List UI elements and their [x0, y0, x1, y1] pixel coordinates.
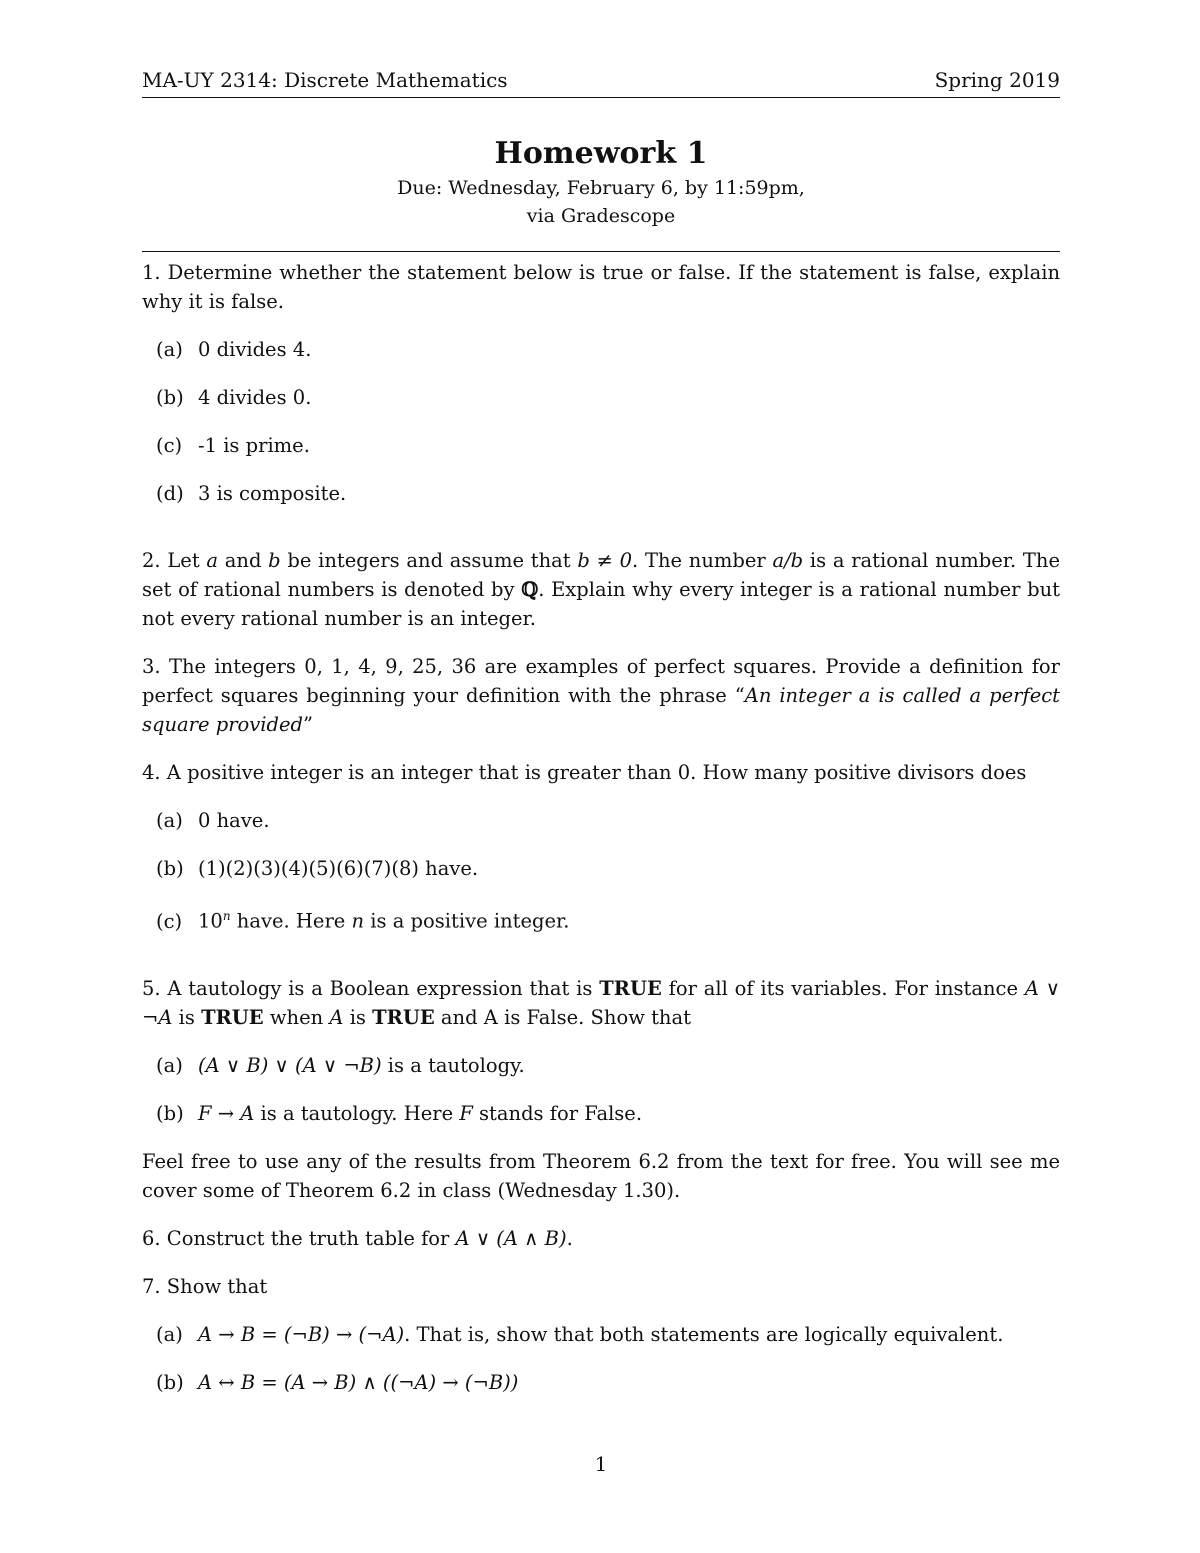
- question-5: 5. A tautology is a Boolean expression that is TRUE for all of its variables. For instance A ∨ ¬A is TRUE when A is TRUE and A is False. Show that: [142, 976, 1060, 1029]
- page-number: 1: [594, 1452, 608, 1476]
- question-5a: (a) (A ∨ B) ∨ (A ∨ ¬B) is a tautology.: [156, 1053, 525, 1077]
- question-4c: (c) 10$^n$ have. Here n is a positive integer.: [156, 909, 570, 933]
- running-header: [142, 68, 1060, 98]
- question-4: 4. A positive integer is an integer that is greater than 0. How many positive divisors does: [142, 761, 1027, 784]
- question-3: 3. The integers 0, 1, 4, 9, 25, 36 are examples of perfect squares. Provide a definition for perfect squares beginning your definition with the phrase “An integer a is called a perfect square provided”: [142, 655, 1060, 736]
- question-1c: (c) -1 is prime.: [156, 434, 310, 457]
- problem-list: [142, 258, 1060, 1397]
- question-7b: (b) A ↔ B = (A → B) ∧ ((¬A) → (¬B)): [156, 1370, 519, 1394]
- due-date: Due: Wednesday, February 6, by 11:59pm,: [397, 177, 805, 199]
- question-1: 1. Determine whether the statement below is true or false. If the statement is false, explain why it is false.: [142, 261, 1060, 313]
- term: Spring 2019: [934, 68, 1060, 92]
- question-5b: (b) F → A is a tautology. Here F stands for False.: [156, 1101, 643, 1125]
- title-rule: [142, 251, 1060, 252]
- question-1d: (d) 3 is composite.: [156, 482, 347, 505]
- theorem-note: Feel free to use any of the results from Theorem 6.2 from the text for free. You will see me cover some of Theorem 6.2 in class (Wednesday 1.30).: [142, 1149, 1060, 1202]
- question-1a: (a) 0 divides 4.: [156, 338, 312, 361]
- question-7a: (a) A → B = (¬B) → (¬A). That is, show that both statements are logically equivalent.: [156, 1322, 1004, 1346]
- header-rule: [142, 97, 1060, 98]
- question-1b: (b) 4 divides 0.: [156, 386, 312, 409]
- question-7: 7. Show that: [142, 1274, 268, 1298]
- question-6: 6. Construct the truth table for A ∨ (A ∧ B).: [142, 1226, 573, 1250]
- submission-method: via Gradescope: [526, 205, 676, 227]
- question-4a: (a) 0 have.: [156, 809, 270, 832]
- question-2: 2. Let a and b be integers and assume that b ≠ 0. The number a/b is a rational number. The set of rational numbers is denoted by ℚ. Explain why every integer is a rational number but not every rational number is an integer.: [142, 549, 1060, 630]
- due-info: [142, 174, 1060, 230]
- document-page: [142, 0, 1060, 1553]
- page-title: Homework 1: [494, 136, 708, 171]
- course-name: MA-UY 2314: Discrete Mathematics: [142, 68, 508, 92]
- question-4b: (b) (1)(2)(3)(4)(5)(6)(7)(8) have.: [156, 857, 479, 880]
